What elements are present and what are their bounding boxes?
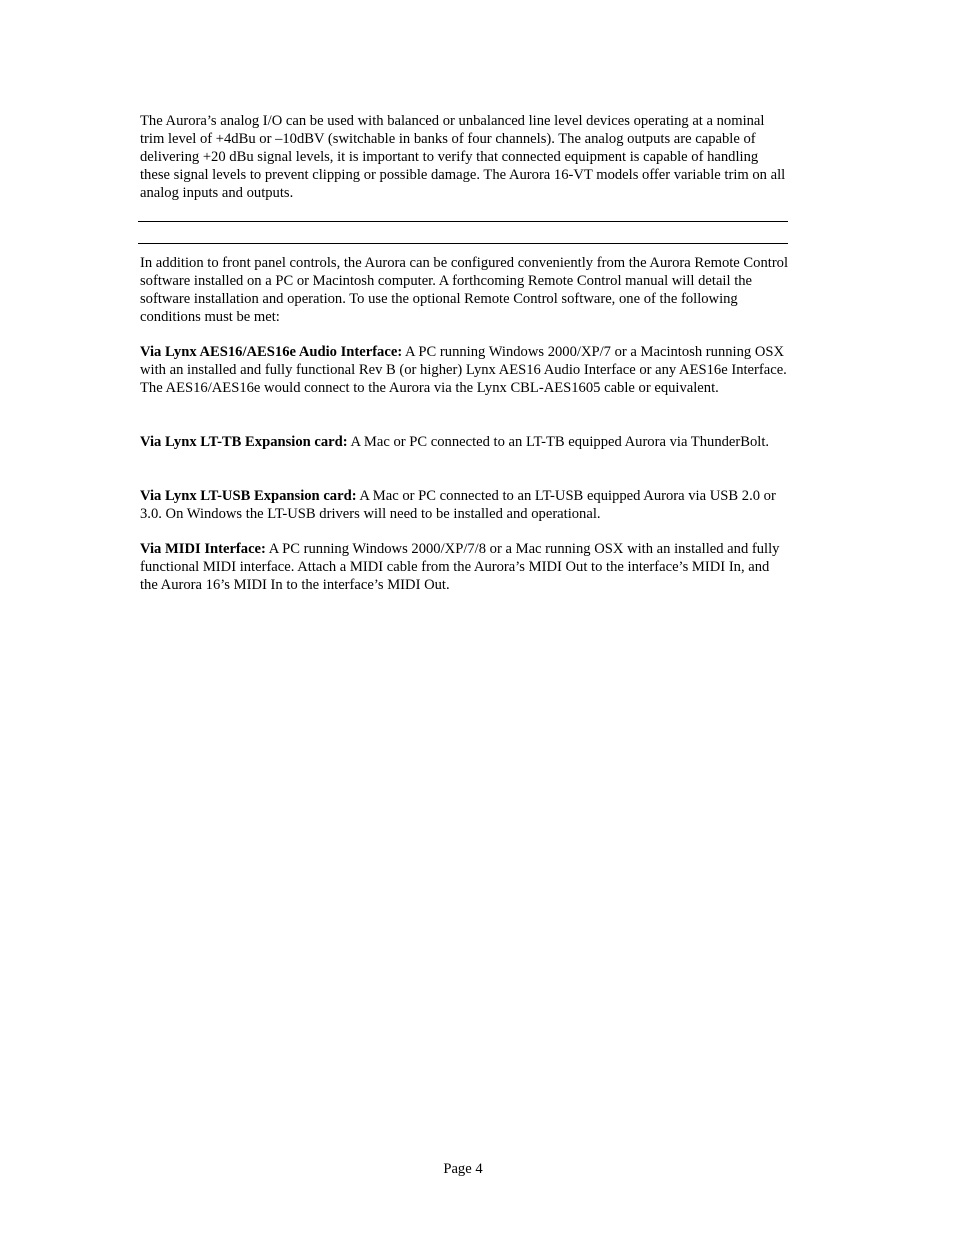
condition-lt-usb-text: A Mac or PC connected to an LT-USB equipped Aurora via USB 2.0 or 3.0. On Windows the LT-USB drivers will need to be installed and operational. xyxy=(140,488,776,522)
section-divider-bottom xyxy=(138,243,788,244)
condition-lt-tb-paragraph xyxy=(140,433,790,451)
remote-control-paragraph: In addition to front panel controls, the Aurora can be configured conveniently from the Aurora Remote Control software installed on a PC or Macintosh computer. A forthcoming Remote Control manual will detail the software installation and operation. To use the optional Remote Control software, one of the following conditions must be met: xyxy=(140,255,789,325)
analog-io-paragraph: The Aurora’s analog I/O can be used with balanced or unbalanced line level devices operating at a nominal trim level of +4dBu or –10dBV (switchable in banks of four channels). The analog outputs are capable of delivering +20 dBu signal levels, it is important to verify that connected equipment is capable of handling these signal levels to prevent clipping or possible damage. The Aurora 16-VT models offer variable trim on all analog inputs and outputs. xyxy=(140,113,786,201)
condition-aes16-paragraph xyxy=(140,343,790,397)
condition-aes16-lead: Via Lynx AES16/AES16e Audio Interface: xyxy=(140,344,403,360)
condition-midi-text: A PC running Windows 2000/XP/7/8 or a Mac running OSX with an installed and fully functional MIDI interface. Attach a MIDI cable from the Aurora’s MIDI Out to the interface’s MIDI In, and the Aurora 16’s MIDI In to the interface’s MIDI Out. xyxy=(140,541,780,593)
page-number: Page 4 xyxy=(443,1161,483,1177)
condition-lt-usb-lead: Via Lynx LT-USB Expansion card: xyxy=(140,488,357,504)
condition-midi-lead: Via MIDI Interface: xyxy=(140,541,266,557)
condition-lt-usb-paragraph xyxy=(140,487,790,523)
condition-lt-tb-lead: Via Lynx LT-TB Expansion card: xyxy=(140,434,348,450)
condition-midi-paragraph xyxy=(140,540,790,594)
section-divider-top xyxy=(138,221,788,222)
condition-aes16-text: A PC running Windows 2000/XP/7 or a Macintosh running OSX with an installed and fully functional Rev B (or higher) Lynx AES16 Audio Interface or any AES16e Interface. The AES16/AES16e would connect to the Aurora via the Lynx CBL-AES1605 cable or equivalent. xyxy=(140,344,787,396)
condition-lt-tb-text: A Mac or PC connected to an LT-TB equipped Aurora via ThunderBolt. xyxy=(347,434,770,450)
